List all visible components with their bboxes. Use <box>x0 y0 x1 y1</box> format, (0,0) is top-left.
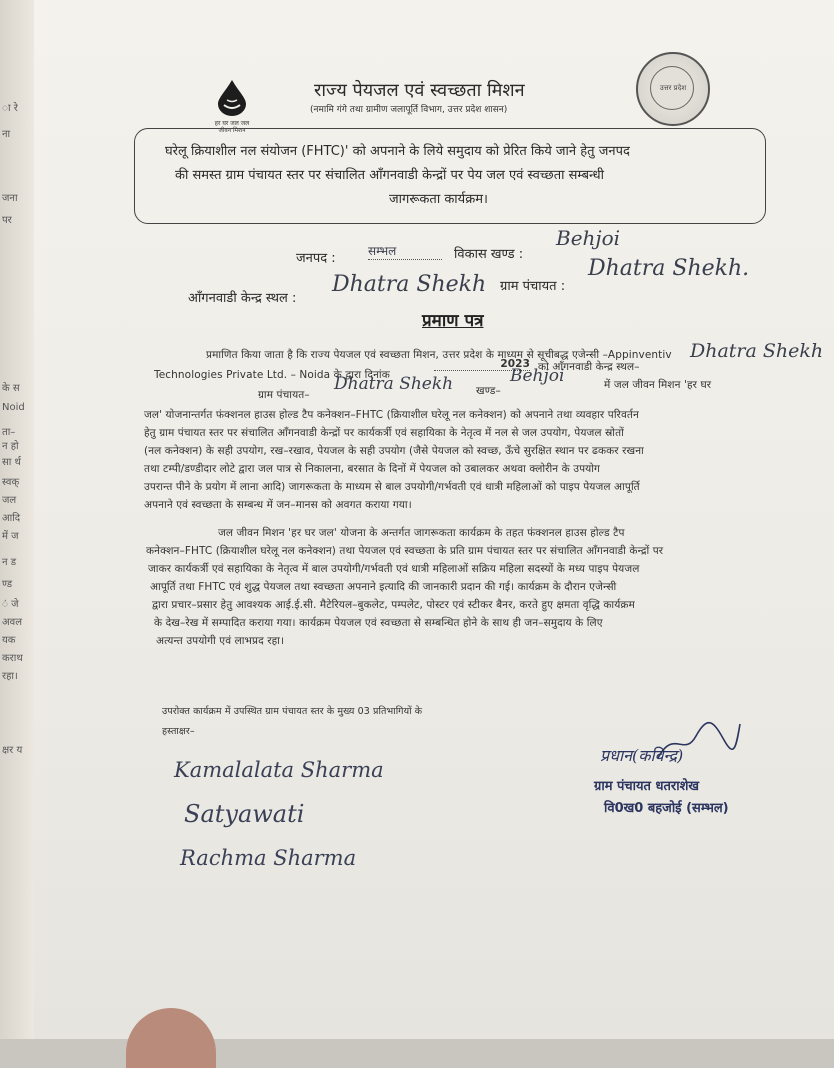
gram-panchayat-value: Dhatra Shekh. <box>588 256 750 281</box>
stamp-line: वि0ख0 बहजोई (सम्भल) <box>604 801 729 816</box>
logo-tagline: हर घर जल जल जीवन मिशन <box>214 120 250 134</box>
page-fragment: आदि <box>2 513 21 524</box>
page-fragment: स्वक् <box>2 477 20 488</box>
seal-label: उत्तर प्रदेश <box>659 84 687 92</box>
page-fragment: ण्ड <box>2 579 13 590</box>
page-fragment: में ज <box>2 531 19 542</box>
page-fragment: जना <box>2 193 18 204</box>
page-fragment: न हो <box>2 441 19 452</box>
paragraph-line: जल जीवन मिशन 'हर घर जल' योजना के अन्तर्गत जागरूकता कार्यक्रम के तहत फंक्शनल हाउस होल्ड टैप <box>218 527 625 539</box>
page-fragment: ता– <box>2 427 16 438</box>
water-drop-icon <box>215 78 249 116</box>
jal-jeevan-mission-logo <box>210 78 254 134</box>
gram-panchayat-handwritten: Dhatra Shekh <box>334 374 454 394</box>
paragraph-line: आपूर्ति तथा FHTC एवं शुद्ध पेयजल तथा स्वच्छता अपनाने इत्यादि की जानकारी प्रदान की गई। कार्यक्रम के दौरान एजेन्सी <box>150 581 617 593</box>
page-fragment: न ड <box>2 557 17 568</box>
paragraph-line: Technologies Private Ltd. – Noida के द्वारा दिनांक <box>154 369 390 381</box>
page-fragment: रहा। <box>2 671 18 682</box>
paragraph-line: जल' योजनान्तर्गत फंक्शनल हाउस होल्ड टैप कनेक्शन–FHTC (क्रियाशील घरेलू नल कनेक्शन) को अपनाने तथा व्यवहार परिवर्तन <box>144 409 639 421</box>
paragraph-line: कनेक्शन–FHTC (क्रियाशील घरेलू नल कनेक्शन) तथा पेयजल एवं स्वच्छता के प्रति ग्राम पंचायत स्तर पर संचालित आँगनवाडी केन्द्रों पर <box>146 545 664 557</box>
paragraph-line: खण्ड– <box>476 385 501 397</box>
program-title-box <box>134 128 766 224</box>
block-label: विकास खण्ड : <box>454 247 524 262</box>
department-subtitle: (नमामि गंगे तथा ग्रामीण जलापूर्ति विभाग, उत्तर प्रदेश शासन) <box>310 105 508 115</box>
page-fragment: पर <box>2 215 12 226</box>
signature-flourish <box>654 718 744 764</box>
paragraph-line: (नल कनेक्शन) के सही उपयोग, रख–रखाव, पेयजल के सही उपयोग (जैसे पेयजल को स्वच्छ, ऊँचे सुरक्षित स्थान पर ढककर रखना <box>144 445 644 457</box>
paragraph-line: द्वारा प्रचार–प्रसार हेतु आवश्यक आई.ई.सी. मैटेरियल–बुकलेट, पम्पलेट, पोस्टर एवं स्टीकर बैनर, करते हुए क्षमता वृद्धि कार्यक्रम <box>152 599 635 611</box>
paragraph-line: अपनाने एवं स्वच्छता के सम्बन्ध में जन–मानस को अवगत कराया गया। <box>144 499 412 511</box>
district-label: जनपद : <box>296 251 336 266</box>
certificate-heading: प्रमाण पत्र <box>422 311 484 331</box>
anganwadi-site-handwritten: Dhatra Shekh <box>690 340 824 362</box>
paragraph-line: अत्यन्त उपयोगी एवं लाभप्रद रहा। <box>156 635 285 647</box>
paragraph-line: ग्राम पंचायत– <box>258 389 310 401</box>
pradhan-signature: प्रधान(कविन्द्र) <box>600 746 684 765</box>
page-fragment: Noid <box>2 402 25 413</box>
page-fragment: ं जे <box>2 599 19 610</box>
paragraph-line: के देख–रेख में सम्पादित कराया गया। कार्यक्रम पेयजल एवं स्वच्छता से सम्बन्धित होने के साथ ही जन–समुदाय के लिए <box>154 617 603 629</box>
block-value: Behjoi <box>556 226 621 250</box>
page-fragment: सा र्थ <box>2 457 21 468</box>
page-fragment: ना <box>2 129 11 140</box>
program-title-line: की समस्त ग्राम पंचायत स्तर पर संचालित आँगनवाडी केन्द्रों पर पेय जल एवं स्वच्छता सम्बन्धी <box>175 168 605 183</box>
certificate-sheet <box>34 0 834 1039</box>
mission-title: राज्य पेयजल एवं स्वच्छता मिशन <box>314 80 525 101</box>
page-fragment: जल <box>2 495 17 506</box>
page-fragment: अवल <box>2 617 22 628</box>
adjacent-page-edge <box>0 0 35 1039</box>
paragraph-line: प्रमाणित किया जाता है कि राज्य पेयजल एवं स्वच्छता मिशन, उत्तर प्रदेश के माध्यम से सूचीबद्ध एजेन्सी –Appinventiv <box>206 349 672 361</box>
page-fragment: के स <box>2 383 20 394</box>
participant-signature-1: Kamalalata Sharma <box>174 758 384 782</box>
paragraph-line: तथा टम्पी/डण्डीदार लोटे द्वारा जल पात्र से निकालना, बरसात के दिनों में पेयजल को उबालकर अथवा क्लोरीन के उपयोग <box>144 463 601 475</box>
anganwadi-site-label: आँगनवाडी केन्द्र स्थल : <box>188 291 297 306</box>
paragraph-line: में जल जीवन मिशन 'हर घर <box>604 379 712 391</box>
district-value: सम्भल <box>368 242 442 260</box>
page-fragment: यक <box>2 635 16 646</box>
program-title-line: जागरूकता कार्यक्रम। <box>389 192 488 207</box>
participants-intro: हस्ताक्षर– <box>162 726 195 737</box>
program-title-line: घरेलू क्रियाशील नल संयोजन (FHTC)' को अपनाने के लिये समुदाय को प्रेरित किये जाने हेतु जनपद <box>165 144 630 159</box>
paragraph-line: को आँगनवाडी केन्द्र स्थल– <box>538 361 640 373</box>
page-fragment: ा रे <box>2 103 18 114</box>
paragraph-line: जाकर कार्यकर्त्री एवं सहायिका के नेतृत्व में बाल उपयोगी/गर्भवती एवं धात्री महिलाओं सक्रिय महिला सदस्यों के मध्य पाइप पेयजल <box>148 563 640 575</box>
paragraph-line: उपरान्त पीने के प्रयोग में लाना आदि) जागरूकता के माध्यम से बाल उपयोगी/गर्भवती एवं धात्री महिलाओं को पाइप पेयजल आपूर्ति <box>144 481 640 493</box>
participant-signature-2: Satyawati <box>184 800 305 828</box>
participant-signature-3: Rachma Sharma <box>180 846 357 870</box>
stamp-line: ग्राम पंचायत धतराशेख <box>594 779 700 794</box>
gram-panchayat-label: ग्राम पंचायत : <box>500 279 566 294</box>
government-seal <box>636 52 710 126</box>
page-fragment: क्षर य <box>2 745 23 756</box>
program-date-year: 2023 <box>434 358 530 371</box>
participants-intro: उपरोक्त कार्यक्रम में उपस्थित ग्राम पंचायत स्तर के मुख्य 03 प्रतिभागियों के <box>162 706 423 717</box>
block-handwritten: Behjoi <box>510 366 565 386</box>
paragraph-line: हेतु ग्राम पंचायत स्तर पर संचालित आँगनवाडी केन्द्रों पर कार्यकर्त्री एवं सहायिका के नेतृत्व में नल से जल उपयोग, पेयजल स्रोतों <box>144 427 624 439</box>
page-fragment: कराथ <box>2 653 23 664</box>
anganwadi-site-value: Dhatra Shekh <box>332 272 487 297</box>
